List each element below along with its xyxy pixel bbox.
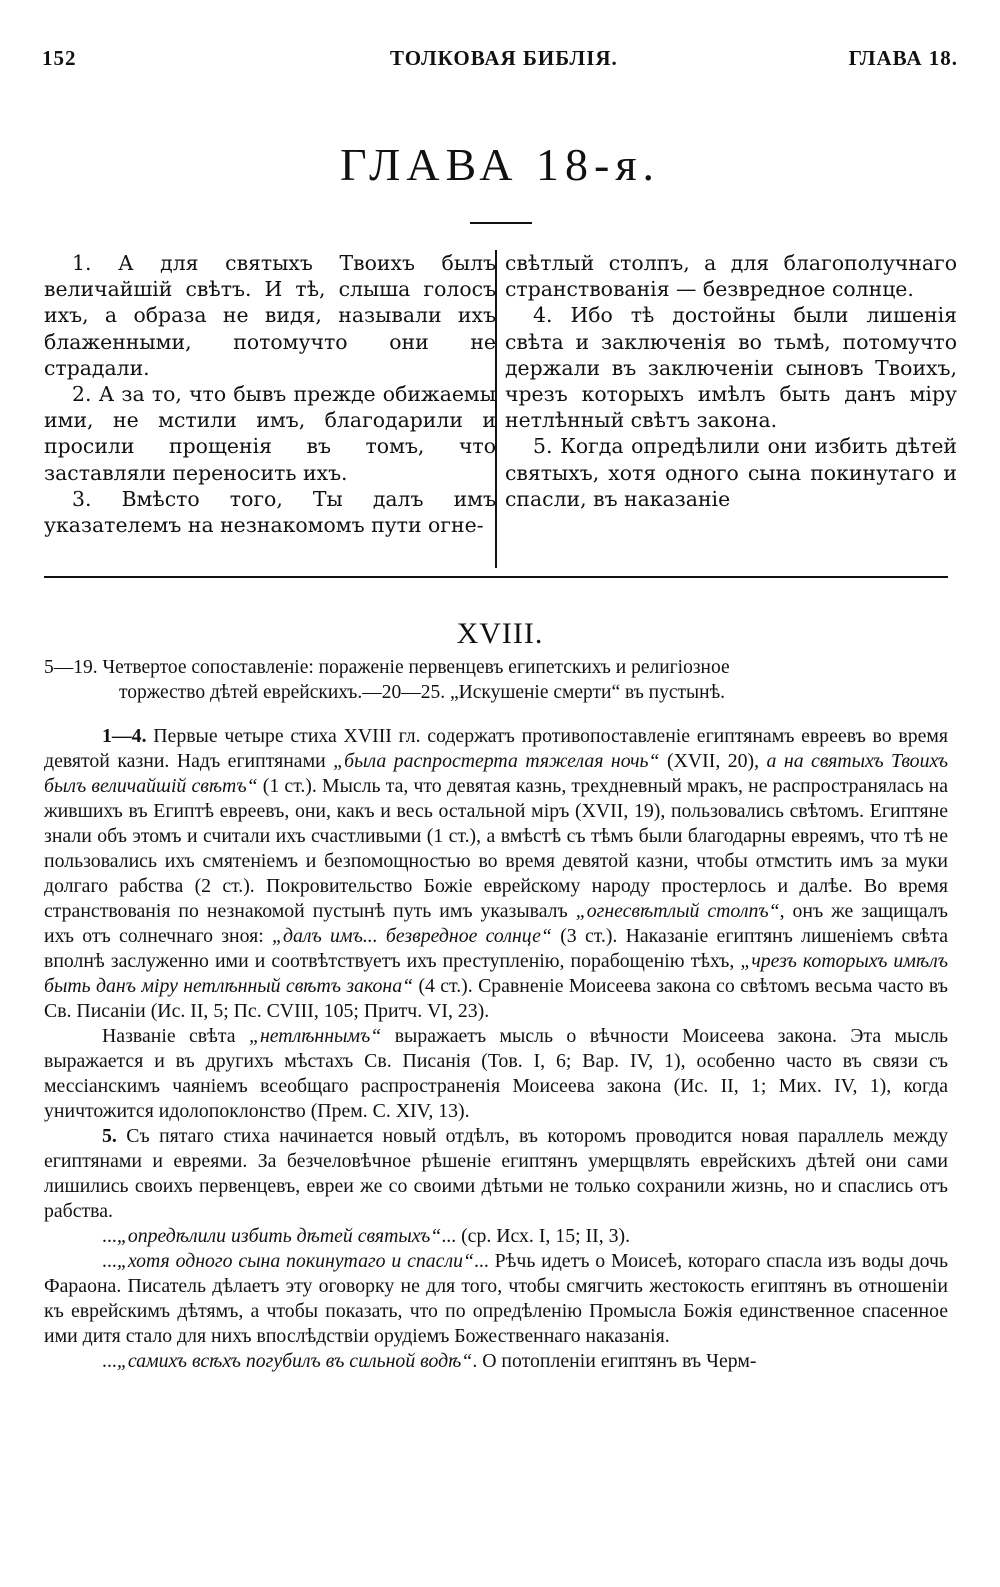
quotation: „далъ имъ... безвредное солнце“ — [272, 925, 552, 947]
quotation: „опредѣлили избить дѣтей святыхъ“ — [116, 1225, 442, 1247]
verse-number: 5. — [533, 434, 553, 459]
verse-text: Ибо тѣ достойны были лишенія свѣта и заключенія во тьмѣ, потомучто держали въ заключеніи сыновъ Твоихъ, чрезъ которыхъ имѣлъ быть данъ міру нетлѣнный свѣтъ закона. — [505, 303, 957, 433]
commentary-paragraph-3 — [44, 1124, 948, 1224]
commentary-text: ... — [102, 1350, 117, 1372]
quotation: „нетлѣннымъ“ — [248, 1025, 382, 1047]
quotation: „была распростерта тяжелая ночь“ — [333, 750, 660, 772]
verse-4 — [505, 302, 957, 433]
summary-line-2: торжество дѣтей еврейскихъ.—20—25. „Искушеніе смерти“ въ пустынѣ. — [119, 681, 726, 703]
commentary-text: ... — [102, 1225, 117, 1247]
verse-text: Когда опредѣлили они избить дѣтей святыхъ, хотя одного сына покинутаго и спасли, въ наказаніе — [505, 434, 957, 511]
verse-1 — [44, 250, 496, 381]
commentary-text: (XVII, 20), — [659, 750, 767, 772]
commentary — [44, 724, 948, 1374]
running-head — [42, 40, 958, 80]
running-chapter-label: ГЛАВА 18. — [848, 46, 958, 70]
commentary-text: (1 ст.). Мысль та, что девятая казнь, трехдневный мракъ, не распространялась на жившихъ въ Египтѣ евреевъ, они, какъ и весь остальной міръ (XVII, 19), пользовались свѣтомъ. Египтяне знали объ этомъ и считали ихъ счастливыми (1 ст.), а вмѣстѣ съ тѣмъ были благодарны евреямъ, что тѣ не пользовались ихъ смятеніемъ и безпомощностью во время девятой казни, чтобы отмстить имъ за муки долгаго рабства (2 ст.). Покровительство Божіе еврейскому народу простерлось и далѣе. Во время странствованія по незнакомой пустынѣ путь имъ указывалъ — [44, 775, 949, 922]
quotation: „самихъ всѣхъ погубилъ въ сильной водѣ“ — [116, 1350, 473, 1372]
commentary-text: ... — [102, 1250, 117, 1272]
running-title: ТОЛКОВАЯ БИБЛІЯ. — [390, 46, 618, 70]
verse-text: А за то, что бывъ прежде обижаемы ими, не мстили имъ, благодарили и просили прощенія въ томъ, что заставляли переносить ихъ. — [44, 382, 497, 485]
verse-number: 2. — [72, 382, 92, 407]
commentary-paragraph-5 — [44, 1249, 948, 1349]
quotation: а на святыхъ Твоихъ былъ величайшій свѣтъ“ — [44, 750, 949, 797]
commentary-paragraph-4 — [44, 1224, 948, 1249]
commentary-paragraph-2 — [44, 1024, 948, 1124]
quotation: „чрезъ которыхъ имѣлъ быть данъ міру нетлѣнный свѣтъ закона“ — [44, 950, 948, 997]
page-number: 152 — [42, 46, 77, 70]
verse-number: 3. — [72, 486, 92, 511]
verse-reference: 5. — [102, 1125, 117, 1147]
commentary-paragraph-1 — [44, 724, 948, 1024]
summary-line-1: 5—19. Четвертое сопоставленіе: пораженіе первенцевъ египетскихъ и религіозное — [44, 657, 730, 678]
section-numeral: XVIII. — [456, 617, 544, 650]
column-divider — [495, 250, 497, 568]
commentary-text: Первые четыре стиха XVIII гл. содержатъ противопоставленіе египтянамъ евреевъ во время девятой казни. Надъ египтянами — [44, 725, 948, 772]
commentary-text: Названіе свѣта — [102, 1025, 249, 1047]
commentary-text: (4 ст.). Сравненіе Моисеева закона со свѣтомъ весьма часто въ Св. Писаніи (Ис. II, 5; Пс. CVIII, 105; Притч. VI, 23). — [44, 975, 948, 1022]
verse-number: 1. — [72, 251, 92, 275]
commentary-text: (3 ст.). Наказаніе египтянъ лишеніемъ свѣта вполнѣ заслуженно ими и соотвѣтствуетъ ихъ преступленію, порабощенію тѣхъ, — [44, 925, 948, 972]
verse-text: Вмѣсто того, Ты далъ имъ указателемъ на незнакомомъ пути огне- — [44, 486, 496, 538]
section-summary — [44, 656, 948, 705]
commentary-text: выражаетъ мысль о вѣчности Моисеева закона. Эта мысль выражается и въ другихъ мѣстахъ Св. Писанія (Тов. I, 6; Вар. IV, 1), особенно часто въ связи съ мессіанскимъ чаяніемъ всеобщаго распространенія Моисеева закона (Ис. II, 1; Мих. IV, 1), когда уничтожится идолопоклонство (Прем. С. XIV, 13). — [44, 1025, 948, 1122]
verse-reference: 1—4. — [102, 725, 147, 747]
verse-number: 4. — [533, 303, 553, 328]
chapter-heading: ГЛАВА 18-я. — [339, 139, 661, 190]
verse-3 — [44, 486, 496, 538]
text-bottom-rule — [44, 576, 948, 578]
verse-text: А для святыхъ Твоихъ былъ величайшій свѣтъ. И тѣ, слыша голосъ ихъ, а образа не видя, называли ихъ блаженными, потомучто они не страдали. — [44, 251, 496, 380]
verse-5 — [505, 433, 957, 512]
verse-2 — [44, 381, 496, 486]
heading-rule — [470, 222, 532, 224]
verse-3-continuation: свѣтлый столпъ, а для благополучнаго странствованія — безвредное солнце. — [505, 251, 957, 302]
commentary-paragraph-6 — [44, 1349, 948, 1374]
commentary-text: Съ пятаго стиха начинается новый отдѣлъ, въ которомъ проводится новая параллель между египтянами и евреями. За безчеловѣчное рѣшеніе египтянъ умерщвлять еврейскихъ дѣтей они сами лишились своихъ первенцевъ, евреи же со своими дѣтьми не только сохранили жизнь, но и спаслись отъ рабства. — [44, 1125, 948, 1222]
commentary-text: . О потопленіи египтянъ въ Черм- — [472, 1350, 757, 1372]
quotation: „хотя одного сына покинутаго и спасли“ — [116, 1250, 474, 1272]
text-column-left — [44, 250, 496, 538]
quotation: „огнесвѣтлый столпъ“ — [575, 900, 780, 922]
commentary-text: ... (ср. Исх. I, 15; II, 3). — [441, 1225, 631, 1247]
commentary-text: ... Рѣчь идетъ о Моисеѣ, котораго спасла изъ воды дочь Фараона. Писатель дѣлаетъ эту оговорку не для того, чтобы смягчить жестокость египтянъ въ отношеніи къ еврейскимъ дѣтямъ, а чтобы показать, что по опредѣленію Промысла Божія единственное спасенное ими дитя стало для нихъ впослѣдствіи орудіемъ Божественнаго наказанія. — [44, 1250, 948, 1347]
commentary-text: , онъ же защищалъ ихъ отъ солнечнаго зноя: — [44, 900, 948, 947]
text-column-right — [505, 250, 957, 512]
